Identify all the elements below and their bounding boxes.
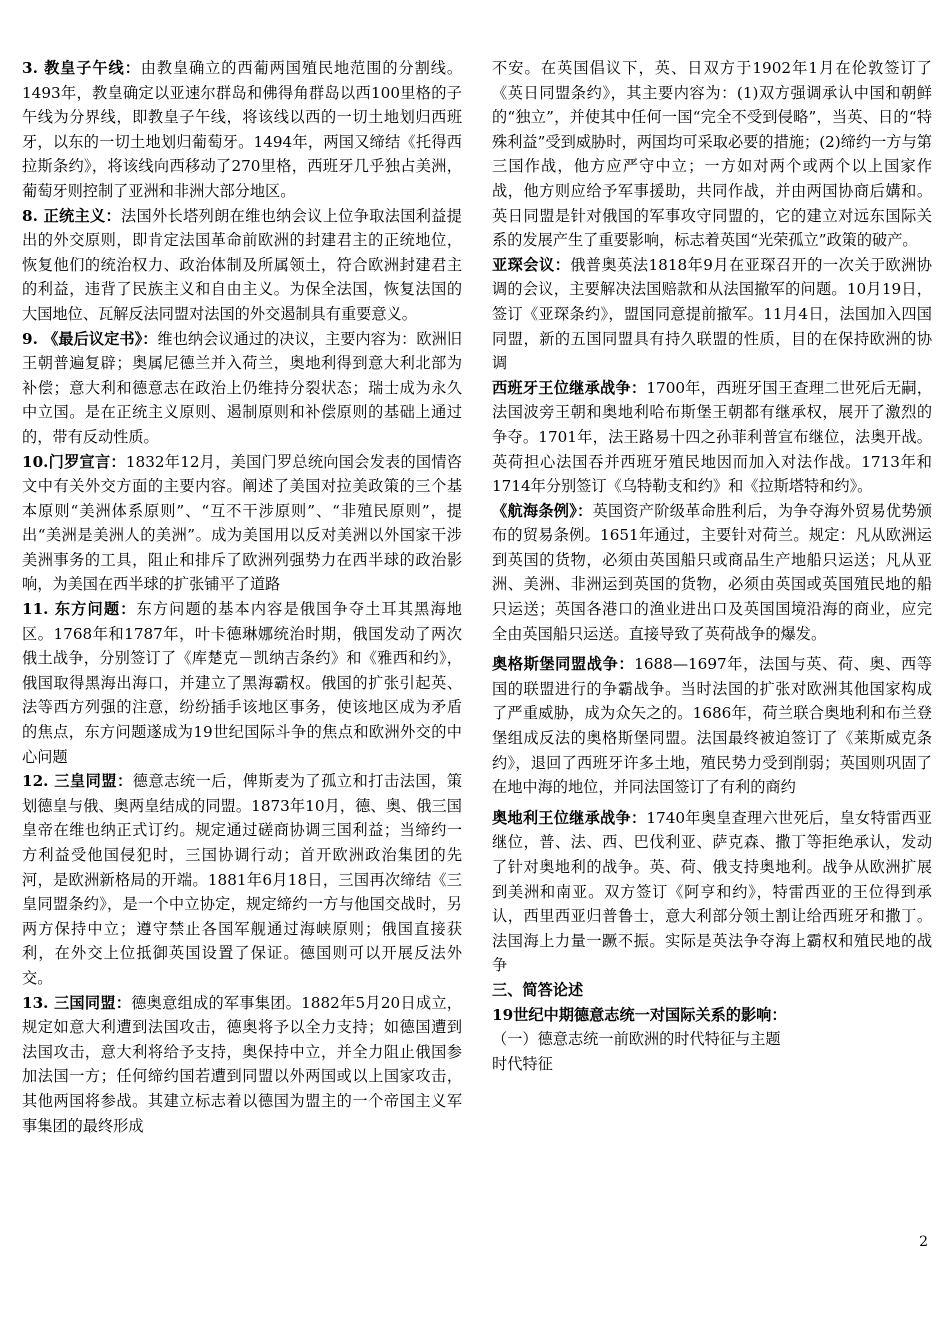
question-heading: 19世纪中期德意志统一对国际关系的影响： xyxy=(492,1005,787,1024)
entry-text: 1740年奥皇查理六世死后，皇女特雷西亚继位，普、法、西、巴伐利亚、萨克森、撒丁等拒绝承认，发动了针对奥地利的战争。英、荷、俄支持奥地利。战争从欧洲扩展到美洲和南亚。双方签订《阿亨和约》，特雷西亚的王位得到承认，西里西亚归普鲁士，意大利部分领土割让给西班牙和撒丁。法国海上力量一蹶不振。实际是英法争夺海上霸权和殖民地的战争 xyxy=(492,808,933,975)
page-number: 2 xyxy=(919,1234,928,1250)
entry-league-of-augsburg xyxy=(492,652,932,800)
entry-eastern-question xyxy=(22,597,462,769)
entry-term: 9. 《最后议定书》： xyxy=(22,329,158,348)
entry-triple-alliance xyxy=(22,991,462,1139)
entry-term: 奥格斯堡同盟战争： xyxy=(492,655,635,674)
entry-term: 《航海条例》： xyxy=(492,501,593,520)
entry-anglo-japanese-continued xyxy=(492,56,932,253)
entry-term: 10.门罗宣言： xyxy=(22,452,126,471)
entry-text: 东方问题的基本内容是俄国争夺土耳其黑海地区。1768年和1787年，叶卡德琳娜统治时期，俄国发动了两次俄土战争，分别签订了《库楚克－凯纳吉条约》和《雅西和约》，俄国取得黑海出海口，并建立了黑海霸权。俄国的扩张引起英、法等西方列强的注意，纷纷插手该地区事务，使该地区成为矛盾的焦点，东方问题遂成为19世纪国际斗争的焦点和欧洲外交的中心问题 xyxy=(22,600,462,766)
entry-term: 8. 正统主义： xyxy=(22,206,122,225)
entry-text: 英国资产阶级革命胜利后，为争夺海外贸易优势颁布的贸易条例。1651年通过，主要针对荷兰。规定：凡从欧洲运到英国的货物，必须由英国船只或商品生产地船只运送；凡从亚洲、美洲、非洲运到英国的货物，必须由英国或英国殖民地的船只运送；英国各港口的渔业进出口及英国国境沿海的商业，应完全由英国船只运送。直接导致了英荷战争的爆发。 xyxy=(492,501,933,643)
left-column xyxy=(22,56,462,1138)
outline-subitem: 时代特征 xyxy=(492,1054,553,1073)
entry-final-act xyxy=(22,327,462,450)
entry-text: 1688—1697年，法国与英、荷、奥、西等国的联盟进行的争霸战争。当时法国的扩张对欧洲其他国家构成了严重威胁，成为众矢之的。1686年，荷兰联合奥地利和布兰登堡组成反法的奥格斯堡同盟。法国最终被迫签订了《莱斯威克条约》，退回了西班牙许多土地，殖民势力受到削弱；英国则巩固了在地中海的地位，并同法国签订了有利的商约 xyxy=(492,655,933,797)
entry-term: 12. 三皇同盟： xyxy=(22,772,133,791)
entry-monroe-doctrine xyxy=(22,450,462,598)
entry-text: 1832年12月，美国门罗总统向国会发表的国情咨文中有关外交方面的主要内容。阐述了美国对拉美政策的三个基本原则“美洲体系原则”、“互不干涉原则”、“非殖民原则”，提出“美洲是美洲人的美洲”。成为美国用以反对美洲以外国家干涉美洲事务的工具，阻止和排斥了欧洲列强势力在西半球的政治影响，为美国在西半球的扩张铺平了道路 xyxy=(22,452,462,594)
entry-legitimism xyxy=(22,204,462,327)
entry-text: 维也纳会议通过的决议，主要内容为：欧洲旧王朝普遍复辟；奥属尼德兰并入荷兰，奥地利得到意大利北部为补偿；意大利和德意志在政治上仍维持分裂状态；瑞士成为永久中立国。是在正统主义原则、遏制原则和补偿原则的基础上通过的，带有反动性质。 xyxy=(22,329,463,446)
entry-term: 3. 教皇子午线： xyxy=(22,59,141,77)
entry-text: 法国外长塔列朗在维也纳会议上位争取法国利益提出的外交原则，即肯定法国革命前欧洲的封建君主的正统地位，恢复他们的统治权力、政治体制及所属领土，符合欧洲封建君主的利益，违背了民族主义和自由主义。为保全法国，恢复法国的大国地位、瓦解反法同盟对法国的外交遏制具有重要意义。 xyxy=(22,206,462,323)
entry-term: 亚琛会议： xyxy=(492,255,571,274)
section-heading: 三、简答论述 xyxy=(492,980,584,999)
entry-text: 由教皇确立的西葡两国殖民地范围的分割线。1493年，教皇确定以亚速尔群岛和佛得角群岛以西100里格的子午线为分界线，即教皇子午线，将该线以西的一切土地划归西班牙，以东的一切土地划归葡萄牙。1494年，两国又缔结《托得西拉斯条约》，将该线向西移动了270里格，西班牙几乎独占美洲，葡萄牙则控制了亚洲和非洲大部分地区。 xyxy=(22,59,462,200)
entry-text: 德意志统一后，俾斯麦为了孤立和打击法国，策划德皇与俄、奥两皇结成的同盟。1873年10月，德、奥、俄三国皇帝在维也纳正式订约。规定通过磋商协调三国利益；当缔约一方利益受他国侵犯时，三国协调行动；首开欧洲政治集团的先河，是欧洲新格局的开端。1881年6月18日，三国再次缔结《三皇同盟条约》，是一个中立协定，规定缔约一方与他国交战时，另两方保持中立；遵守禁止各国军舰通过海峡原则；俄国直接获利，在外交上位抵御英国设置了保证。德国则可以开展反法外交。 xyxy=(22,772,462,987)
entry-text: 俄普奥英法1818年9月在亚琛召开的一次关于欧洲协调的会议，主要解决法国赔款和从法国撤军的问题。10月19日，签订《亚琛条约》，盟国同意提前撤军。11月4日，法国加入四国同盟，新的五国同盟具有持久联盟的性质，目的在保持欧洲的协调 xyxy=(492,255,932,373)
entry-text: 1700年，西班牙国王查理二世死后无嗣，法国波旁王朝和奥地利哈布斯堡王朝都有继承权，展开了激烈的争夺。1701年，法王路易十四之孙菲利普宣布继位，法奥开战。英荷担心法国吞并西班牙殖民地因而加入对法作战。1713年和1714年分别签订《乌特勒支和约》和《拉斯塔特和约》。 xyxy=(492,378,933,496)
entry-three-emperors-league xyxy=(22,769,462,990)
right-column xyxy=(492,56,932,1076)
outline-item: （一）德意志统一前欧洲的时代特征与主题 xyxy=(492,1030,781,1049)
entry-austrian-succession xyxy=(492,806,932,978)
entry-text: 不安。在英国倡议下，英、日双方于1902年1月在伦敦签订了《英日同盟条约》，其主要内容为：(1)双方强调承认中国和朝鲜的“独立”，并使其中任何一国“完全不受到侵略”，当英、日的“特殊利益”受到威胁时，两国均可采取必要的措施；(2)缔约一方与第三国作战，他方应严守中立；一方如对两个或两个以上国家作战，他方则应给予军事援助，共同作战，并由两国协商后媾和。英日同盟是针对俄国的军事攻守同盟的，它的建立对远东国际关系的发展产生了重要影响，标志着英国“光荣孤立”政策的破产。 xyxy=(492,59,932,250)
entry-term: 西班牙王位继承战争： xyxy=(492,378,647,397)
entry-papal-meridian xyxy=(22,56,462,204)
entry-spanish-succession xyxy=(492,376,932,499)
entry-aachen-congress xyxy=(492,253,932,376)
entry-term: 11. 东方问题： xyxy=(22,600,137,619)
entry-term: 13. 三国同盟： xyxy=(22,993,132,1012)
entry-navigation-acts xyxy=(492,499,932,647)
entry-text: 德奥意组成的军事集团。1882年5月20日成立，规定如意大利遭到法国攻击，德奥将予以全力支持；如德国遭到法国攻击，意大利将给予支持，奥保持中立，并全力阻止俄国参加法国一方；任何缔约国若遭到同盟以外两国或以上国家攻击，其他两国将参战。其建立标志着以德国为盟主的一个帝国主义军事集团的最终形成 xyxy=(22,993,462,1135)
entry-term: 奥地利王位继承战争： xyxy=(492,808,647,827)
